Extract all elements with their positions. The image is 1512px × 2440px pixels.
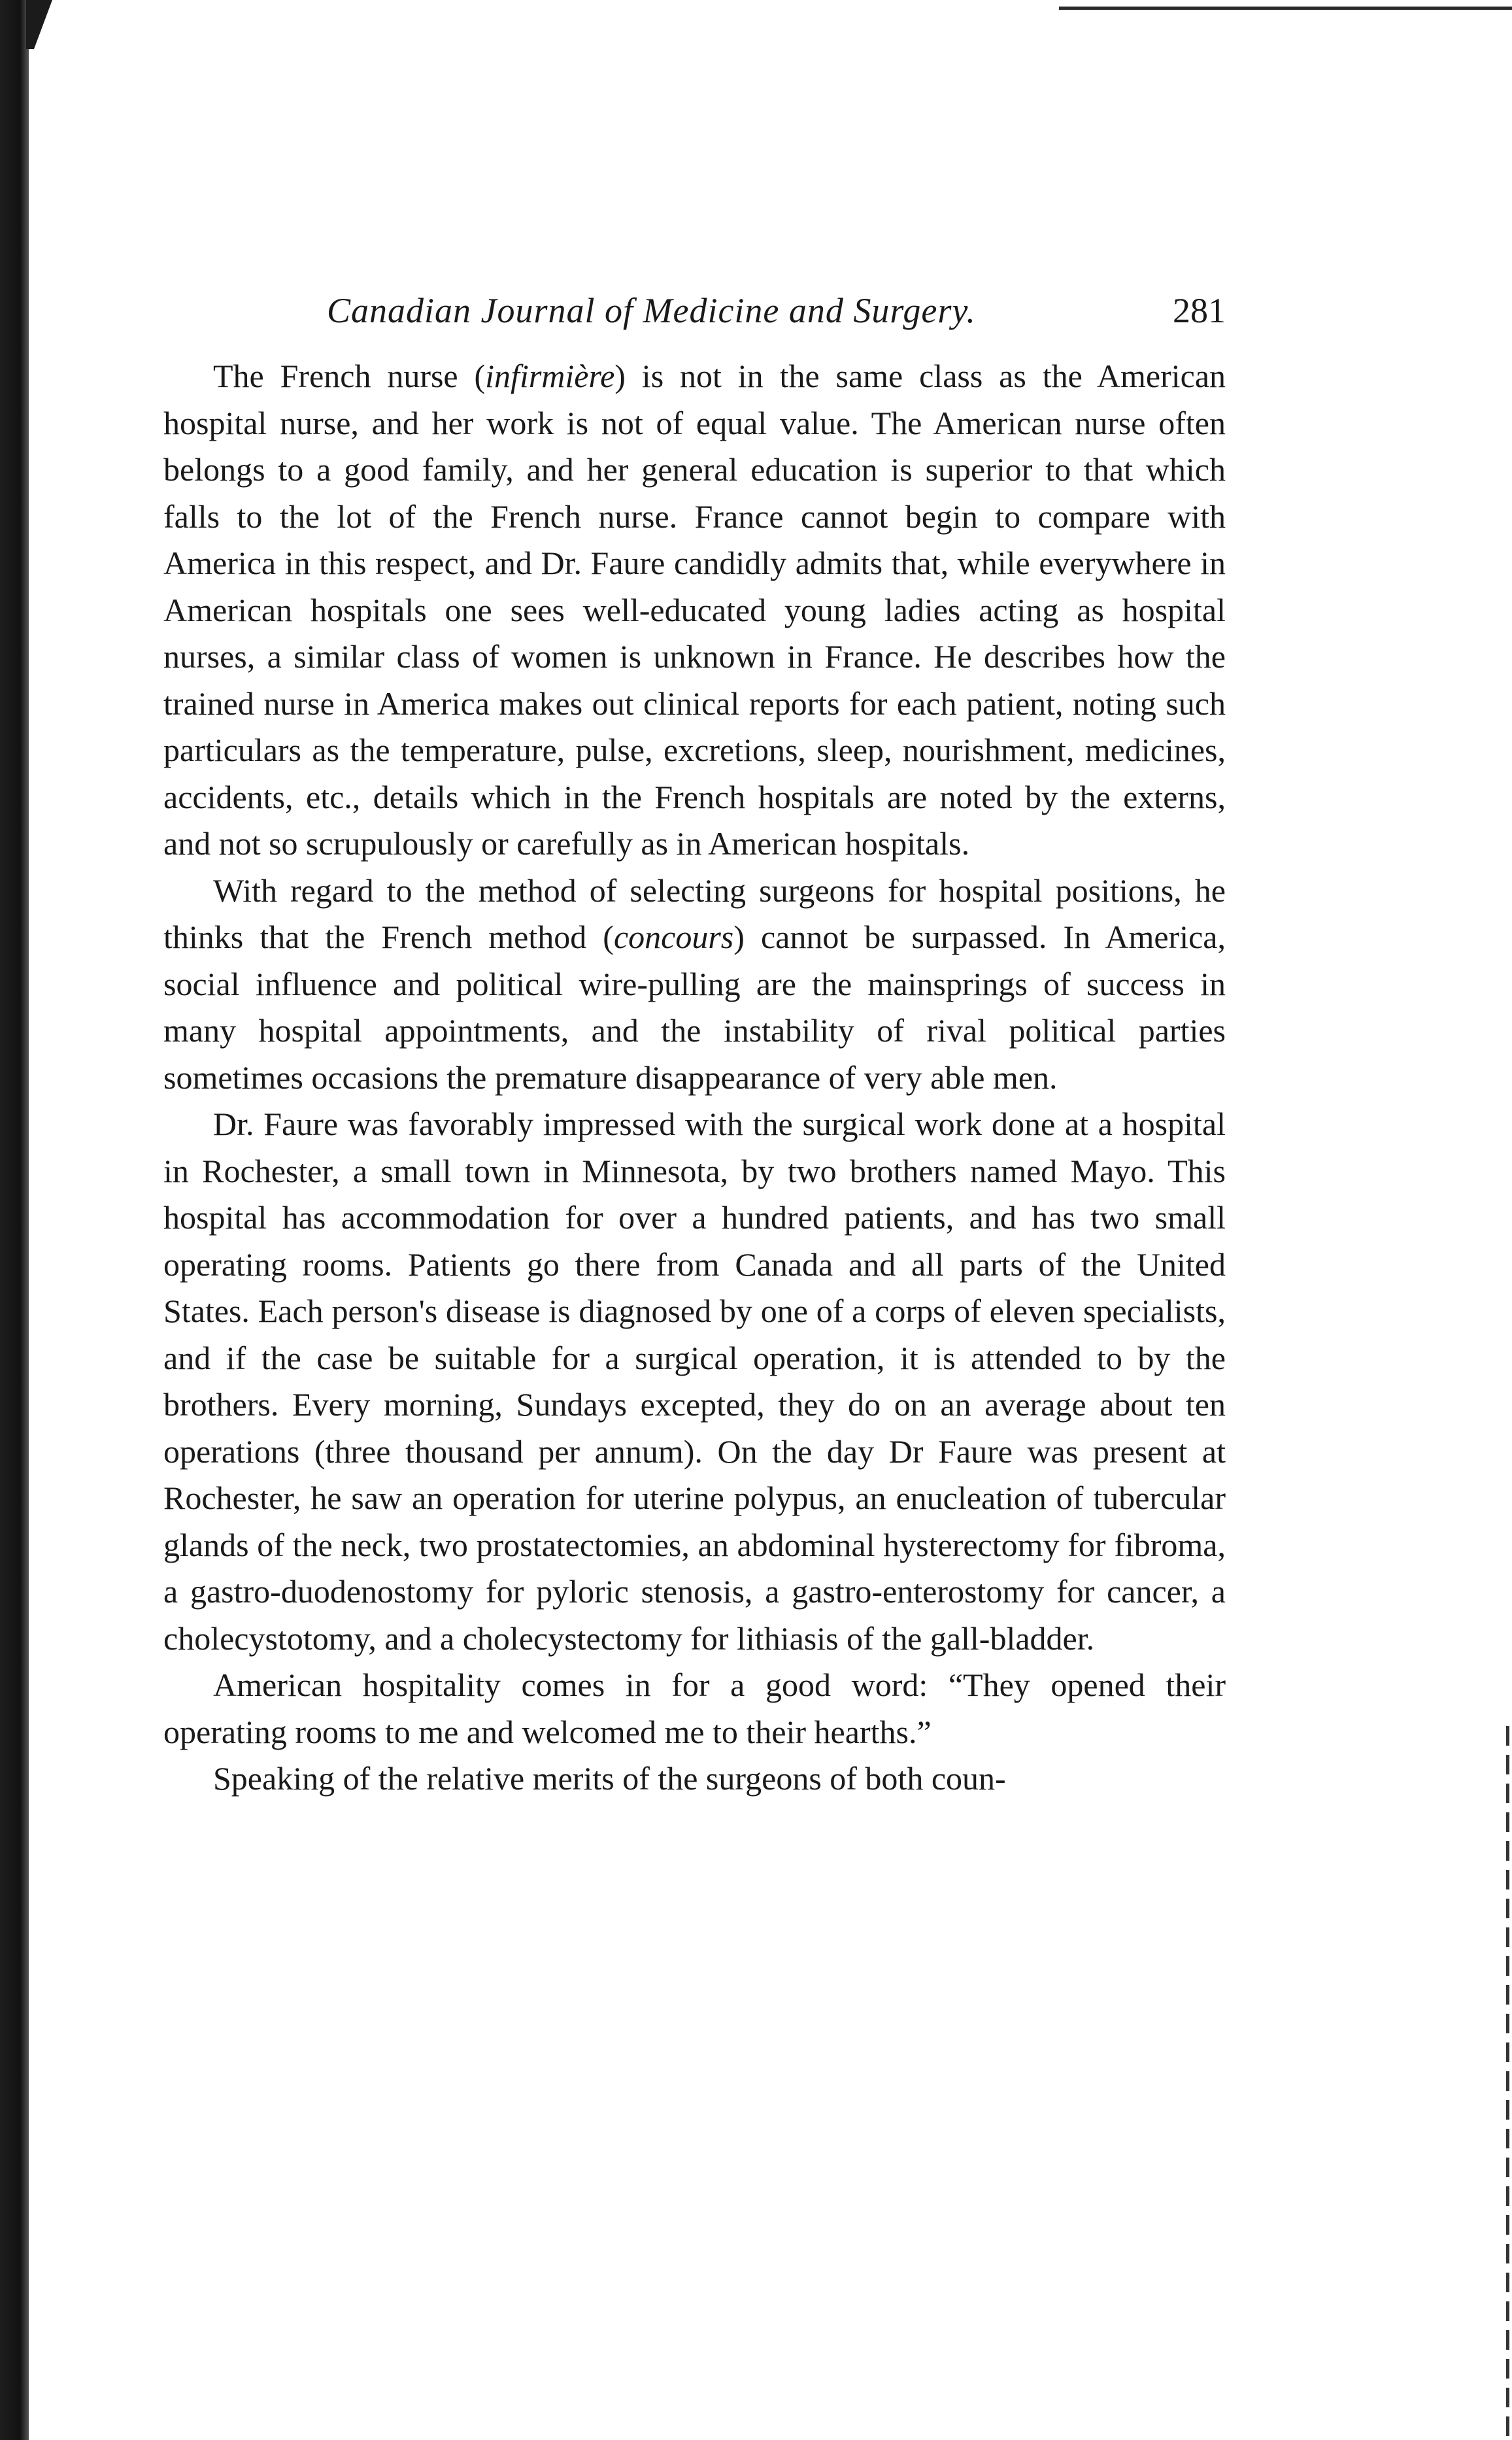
paragraph-3 [163, 1101, 1226, 1662]
paragraph-2 [163, 868, 1226, 1102]
paragraph-1-italic-term: infirmière [485, 358, 615, 394]
paragraph-2-text-a: With regard to the method of selecting surgeons for hospital positions, he thinks that the French method ( [163, 872, 1226, 955]
paragraph-2-text-b: ) cannot be surpassed. In America, social influence and political wire-pulling are the mainsprings of success in many hospital appointments, and the instability of rival political parties sometimes occasions the premature disappearance of very able men. [163, 919, 1226, 1096]
paragraph-5 [163, 1755, 1226, 1803]
binding-edge [0, 0, 29, 2440]
page-number: 281 [1173, 291, 1226, 330]
body-text [163, 353, 1226, 1803]
paragraph-1 [163, 353, 1226, 868]
page-top-edge [1059, 7, 1512, 10]
paragraph-4 [163, 1662, 1226, 1755]
paragraph-1-text-a: The French nurse ( [213, 358, 486, 394]
binding-notch [26, 0, 52, 49]
paragraph-3-text: Dr. Faure was favorably impressed with the surgical work done at a hospital in Rochester, a small town in Minnesota, by two brothers named Mayo. This hospital has accommodation for over a hundred patients, and has two small operating rooms. Patients go there from Canada and all parts of the United States. Each person's disease is diagnosed by one of a corps of eleven specialists, and if the case be suitable for a surgical operation, it is attended to by the brothers. Every morning, Sundays excepted, they do on an average about ten operations (three thousand per annum). On the day Dr Faure was present at Rochester, he saw an operation for uterine polypus, an enucleation of tubercular glands of the neck, two prostatectomies, an abdominal hysterectomy for fibroma, a gastro-duodenostomy for pyloric stenosis, a gastro-enterostomy for cancer, a cholecystotomy, and a cholecystectomy for lithiasis of the gall-bladder. [163, 1106, 1226, 1657]
paragraph-1-text-b: ) is not in the same class as the American hospital nurse, and her work is not of equal value. The American nurse often belongs to a good family, and her general education is superior to that which falls to the lot of the French nurse. France cannot begin to compare with America in this respect, and Dr. Faure candidly admits that, while everywhere in American hospitals one sees well-educated young ladies acting as hospital nurses, a similar class of women is unknown in France. He describes how the trained nurse in America makes out clinical reports for each patient, noting such particulars as the temperature, pulse, excretions, sleep, nourishment, medicines, accidents, etc., details which in the French hospitals are noted by the externs, and not so scrupulously or carefully as in American hospitals. [163, 358, 1226, 862]
running-head [163, 282, 1226, 339]
paragraph-2-italic-term: concours [613, 919, 734, 955]
paragraph-5-text: Speaking of the relative merits of the surgeons of both coun- [213, 1760, 1006, 1797]
paragraph-4-text: American hospitality comes in for a good word: “They opened their operating rooms to me and welcomed me to their hearths.” [163, 1667, 1226, 1750]
running-title: Canadian Journal of Medicine and Surgery. [327, 291, 976, 330]
page-right-edge [1506, 1726, 1509, 2439]
document-page [163, 282, 1226, 1803]
